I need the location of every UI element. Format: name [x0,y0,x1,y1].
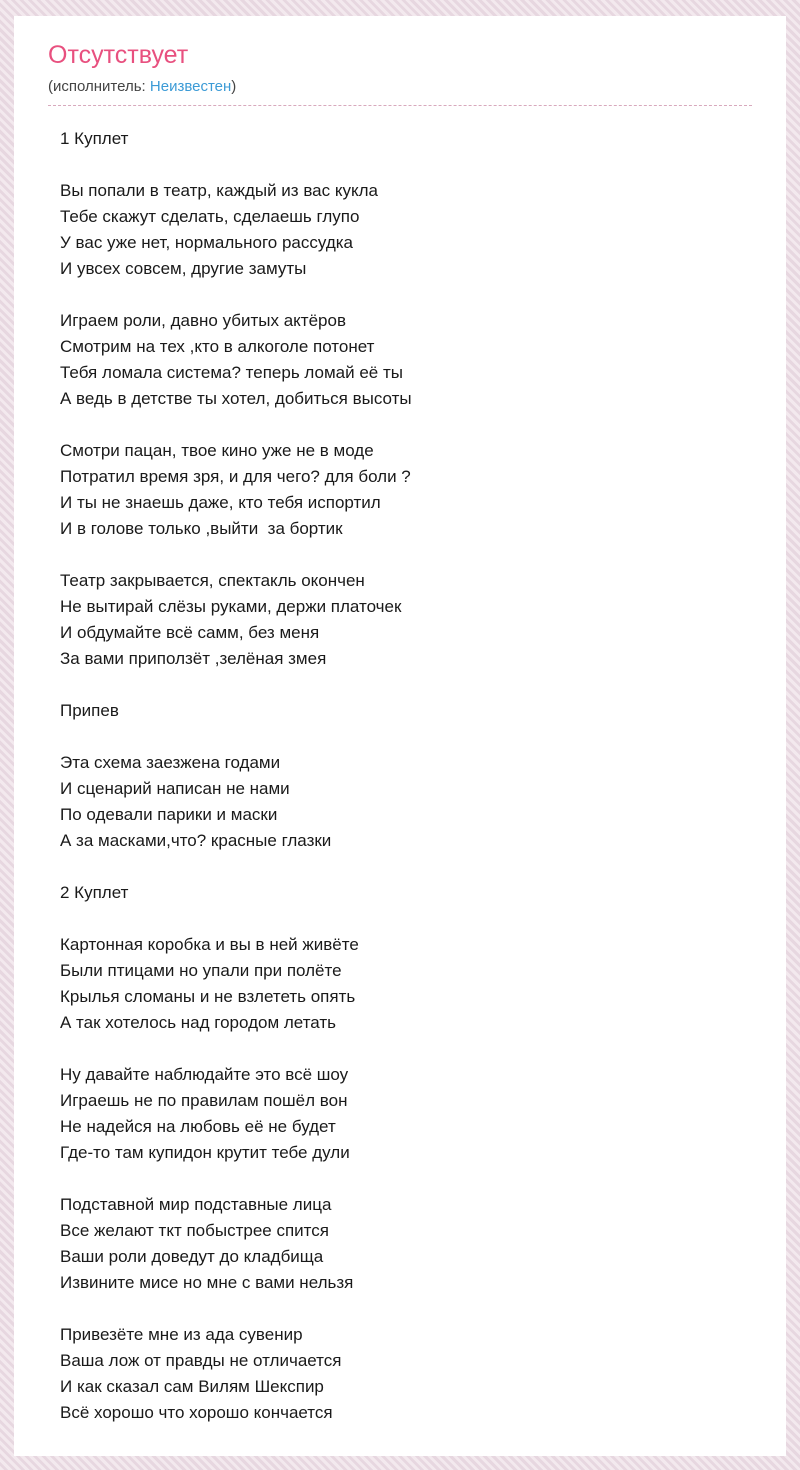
lyrics-block [60,750,752,854]
lyrics-line: И как сказал сам Вилям Шекспир [60,1376,324,1396]
artist-line [48,78,752,106]
lyrics-block [60,932,752,1036]
lyrics-line: А так хотелось над городом летать [60,1012,337,1032]
lyrics-line: И увсех совсем, другие замуты [60,258,307,278]
lyrics-body [48,126,752,1426]
lyrics-block [60,568,752,672]
lyrics-line: Извините мисе но мне с вами нельзя [60,1272,354,1292]
lyrics-line: Картонная коробка и вы в ней живёте [60,934,359,954]
lyrics-line: Тебя ломала система? теперь ломай её ты [60,362,403,382]
lyrics-line: И в голове только ,выйти за бортик [60,518,343,538]
lyrics-line: Не надейся на любовь её не будет [60,1116,336,1136]
lyrics-line: Потратил время зря, и для чего? для боли ? [60,466,411,486]
lyrics-block [60,438,752,542]
lyrics-block [60,698,752,724]
lyrics-line: Вы попали в театр, каждый из вас кукла [60,180,378,200]
lyrics-line: 1 Куплет [60,128,129,148]
lyrics-line: Крылья сломаны и не взлететь опять [60,986,356,1006]
lyrics-line: Припев [60,700,119,720]
lyrics-line: А ведь в детстве ты хотел, добиться высоты [60,388,412,408]
lyrics-block [60,1062,752,1166]
lyrics-line: По одевали парики и маски [60,804,278,824]
lyrics-line: У вас уже нет, нормального рассудка [60,232,354,252]
lyrics-line: Играешь не по правилам пошёл вон [60,1090,348,1110]
lyrics-line: И обдумайте всё самм, без меня [60,622,320,642]
page-content [14,16,786,1456]
lyrics-line: Не вытирай слёзы руками, держи платочек [60,596,402,616]
lyrics-block [60,178,752,282]
lyrics-line: А за масками,что? красные глазки [60,830,332,850]
artist-suffix-label: ) [231,77,237,95]
lyrics-line: Ваши роли доведут до кладбища [60,1246,324,1266]
lyrics-line: Играем роли, давно убитых актёров [60,310,346,330]
lyrics-line: Смотри пацан, твое кино уже не в моде [60,440,374,460]
lyrics-line: Смотрим на тех ,кто в алкоголе потонет [60,336,375,356]
lyrics-line: Ваша лож от правды не отличается [60,1350,342,1370]
lyrics-line: За вами приползёт ,зелёная змея [60,648,327,668]
lyrics-line: Были птицами но упали при полёте [60,960,342,980]
lyrics-line: Подставной мир подставные лица [60,1194,332,1214]
lyrics-block [60,1322,752,1426]
lyrics-line: Всё хорошо что хорошо кончается [60,1402,333,1422]
lyrics-line: И ты не знаешь даже, кто тебя испортил [60,492,381,512]
lyrics-block [60,1192,752,1296]
lyrics-block [60,308,752,412]
lyrics-line: Привезёте мне из ада сувенир [60,1324,303,1344]
lyrics-block [60,880,752,906]
page-title: Отсутствует [48,41,189,69]
lyrics-line: Театр закрывается, спектакль окончен [60,570,365,590]
lyrics-block [60,126,752,152]
artist-link[interactable]: Неизвестен [149,77,232,95]
lyrics-line: 2 Куплет [60,882,129,902]
lyrics-line: Ну давайте наблюдайте это всё шоу [60,1064,349,1084]
artist-prefix-label: (исполнитель: [48,77,146,95]
lyrics-line: Эта схема заезжена годами [60,752,281,772]
lyrics-line: Тебе скажут сделать, сделаешь глупо [60,206,360,226]
lyrics-line: Где-то там купидон крутит тебе дули [60,1142,350,1162]
lyrics-line: И сценарий написан не нами [60,778,290,798]
lyrics-line: Все желают ткт побыстрее спится [60,1220,329,1240]
